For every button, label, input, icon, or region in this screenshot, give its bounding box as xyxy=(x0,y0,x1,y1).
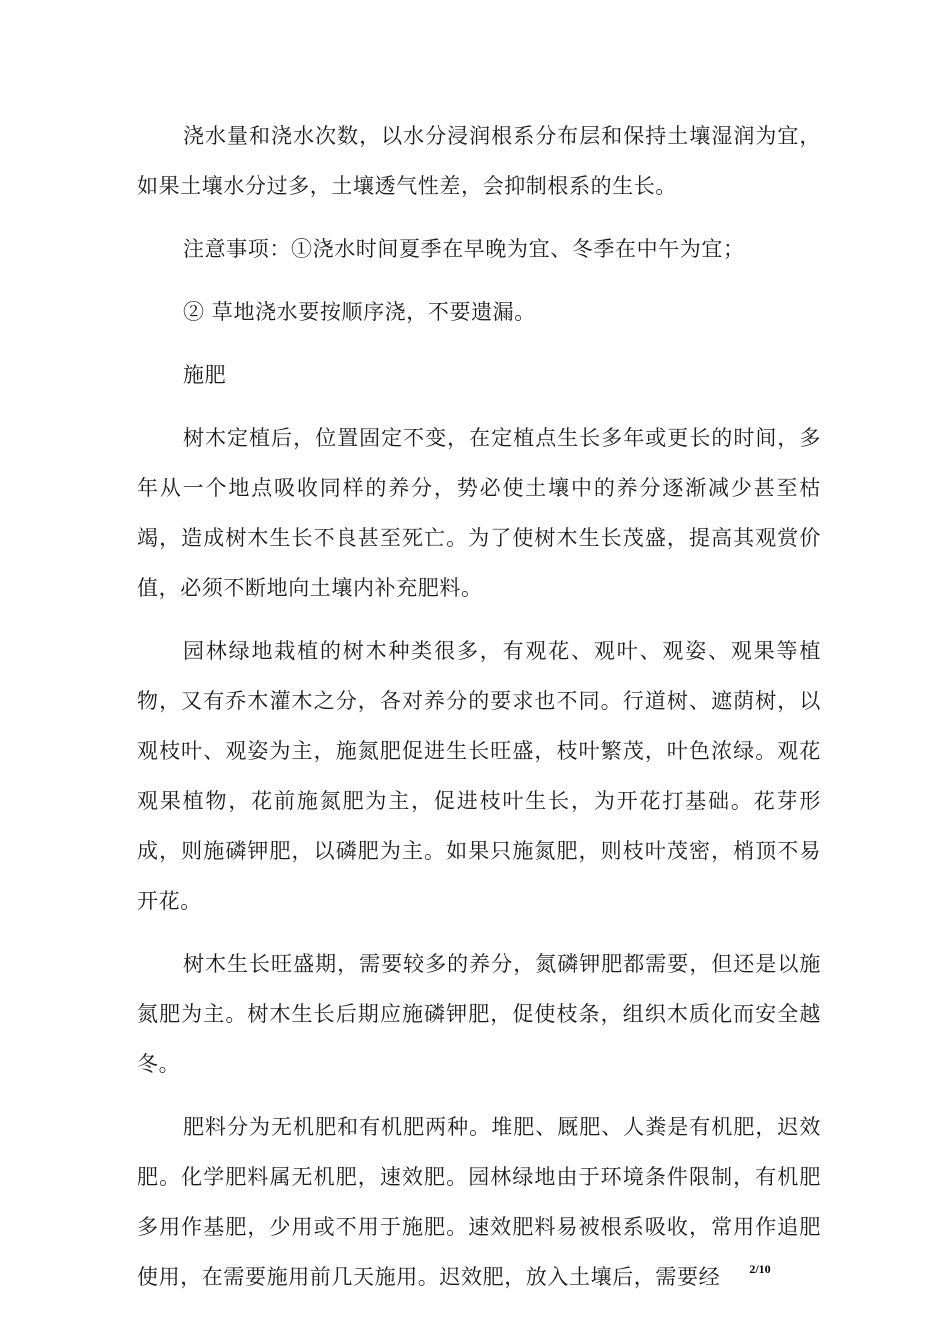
section-heading-fertilizing: 施肥 xyxy=(183,363,227,387)
paragraph-watering-notes: 注意事项：①浇水时间夏季在早晚为宜、冬季在中午为宜； xyxy=(183,237,745,261)
paragraph-fertilizer-kinds: 肥料分为无机肥和有机肥两种。堆肥、厩肥、人粪是有机肥，迟效肥。化学肥料属无机肥，速效肥。园林绿地由于环境条件限制，有机肥多用作基肥，少用或不用于施肥。速效肥料易被根系吸收，常用作追肥使用，在需要施用前几天施用。迟效肥，放入土壤后，需要经 xyxy=(137,1115,821,1289)
page-number: 2/10 xyxy=(749,1262,771,1276)
body-text xyxy=(137,111,821,1302)
paragraph-growth-period: 树木生长旺盛期，需要较多的养分，氮磷钾肥都需要，但还是以施氮肥为主。树木生长后期应施磷钾肥，促使枝条，组织木质化而安全越冬。 xyxy=(137,952,821,1076)
paragraph-tree-types: 园林绿地栽植的树木种类很多，有观花、观叶、观姿、观果等植物，又有乔木灌木之分，各对养分的要求也不同。行道树、遮荫树，以观枝叶、观姿为主，施氮肥促进生长旺盛，枝叶繁茂，叶色浓绿。观花观果植物，花前施氮肥为主，促进枝叶生长，为开花打基础。花芽形成，则施磷钾肥，以磷肥为主。如果只施氮肥，则枝叶茂密，梢顶不易开花。 xyxy=(137,639,821,913)
paragraph-lawn-watering: ② 草地浇水要按顺序浇，不要遗漏。 xyxy=(183,300,536,324)
paragraph-watering-amount: 浇水量和浇水次数，以水分浸润根系分布层和保持土壤湿润为宜，如果土壤水分过多，土壤透气性差，会抑制根系的生长。 xyxy=(137,124,821,198)
paragraph-fertilizing-intro: 树木定植后，位置固定不变，在定植点生长多年或更长的时间，多年从一个地点吸收同样的养分，势必使土壤中的养分逐渐减少甚至枯竭，造成树木生长不良甚至死亡。为了使树木生长茂盛，提高其观赏价值，必须不断地向土壤内补充肥料。 xyxy=(137,426,821,600)
